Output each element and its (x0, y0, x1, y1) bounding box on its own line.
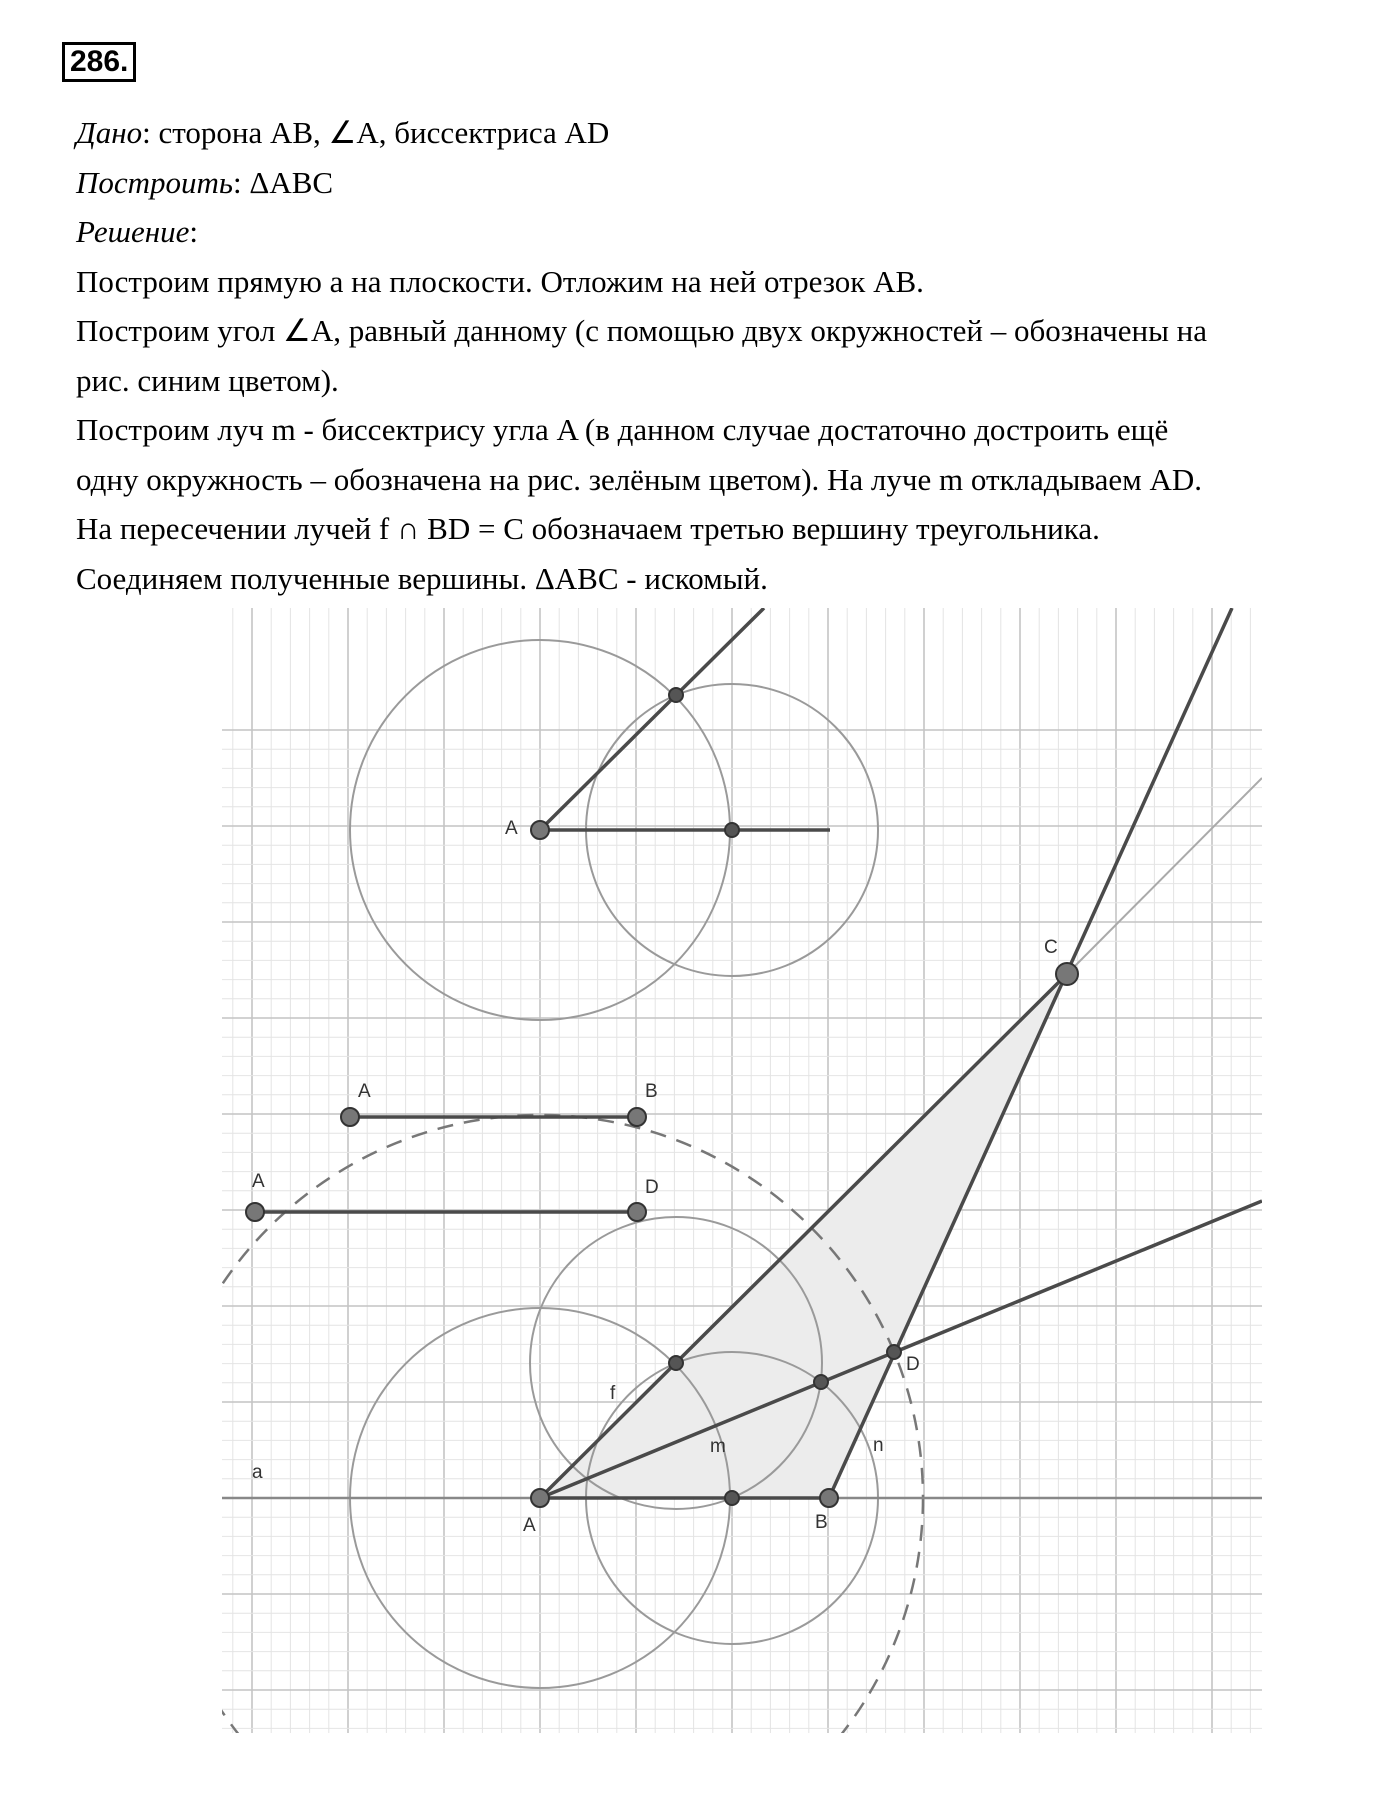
given-ad-d-point (628, 1203, 646, 1221)
label-point-b: B (815, 1512, 828, 1533)
point-d (887, 1345, 901, 1359)
top-intersection-point (669, 688, 683, 702)
solution-label: Решение (76, 214, 190, 249)
top-base-point (725, 823, 739, 837)
given-text: : сторона AB, ∠A, биссектриса AD (142, 115, 610, 150)
label-ray-m: m (710, 1436, 726, 1457)
label-ray-f: f (610, 1383, 616, 1404)
grid (222, 608, 1262, 1733)
top-vertex-a-point (531, 821, 549, 839)
label-angle-vertex: A (505, 818, 518, 839)
point-b (820, 1489, 838, 1507)
top-angle-ray (540, 608, 764, 830)
given-label: Дано (76, 115, 143, 150)
solution-step: На пересечении лучей f ∩ BD = C обозначаем третью вершину треугольника. (76, 511, 1100, 546)
solution-step: рис. синим цветом). (76, 362, 339, 398)
construct-label: Построить (76, 164, 234, 200)
construct-text: : ΔABC (233, 164, 334, 200)
given-ab-a-point (341, 1108, 359, 1126)
label-line-n: n (873, 1435, 884, 1456)
solution-step: Построим луч m - биссектрису угла A (в данном случае достаточно достроить ещё (76, 412, 1169, 447)
label-point-d: D (906, 1354, 920, 1375)
label-given-ab-a: A (358, 1081, 371, 1102)
solution-step: одну окружность – обозначена на рис. зелёным цветом). На луче m откладываем AD. (76, 461, 1203, 497)
given-ab-b-point (628, 1108, 646, 1126)
label-given-ad-a: A (252, 1171, 265, 1192)
point-a (531, 1489, 549, 1507)
label-line-a: a (252, 1462, 263, 1483)
ray-f-extension (1067, 778, 1262, 974)
line-n (829, 608, 1232, 1498)
solution-text: : (189, 214, 198, 249)
f-circle-intersection-point (669, 1356, 683, 1370)
label-point-c: C (1044, 937, 1058, 958)
given-ad-a-point (246, 1203, 264, 1221)
solution-step: Построим угол ∠A, равный данному (с помощью двух окружностей – обозначены на (76, 313, 1208, 348)
point-c (1056, 963, 1078, 985)
solution-step: Построим прямую a на плоскости. Отложим на ней отрезок AB. (76, 263, 924, 299)
label-given-ab-b: B (645, 1081, 658, 1102)
label-point-a: A (523, 1515, 536, 1536)
bisector-intersection-point (814, 1375, 828, 1389)
problem-number: 286. (62, 42, 136, 82)
base-circle-point (725, 1491, 739, 1505)
solution-step: Соединяем полученные вершины. ΔABC - искомый. (76, 560, 768, 596)
label-given-ad-d: D (645, 1177, 659, 1198)
